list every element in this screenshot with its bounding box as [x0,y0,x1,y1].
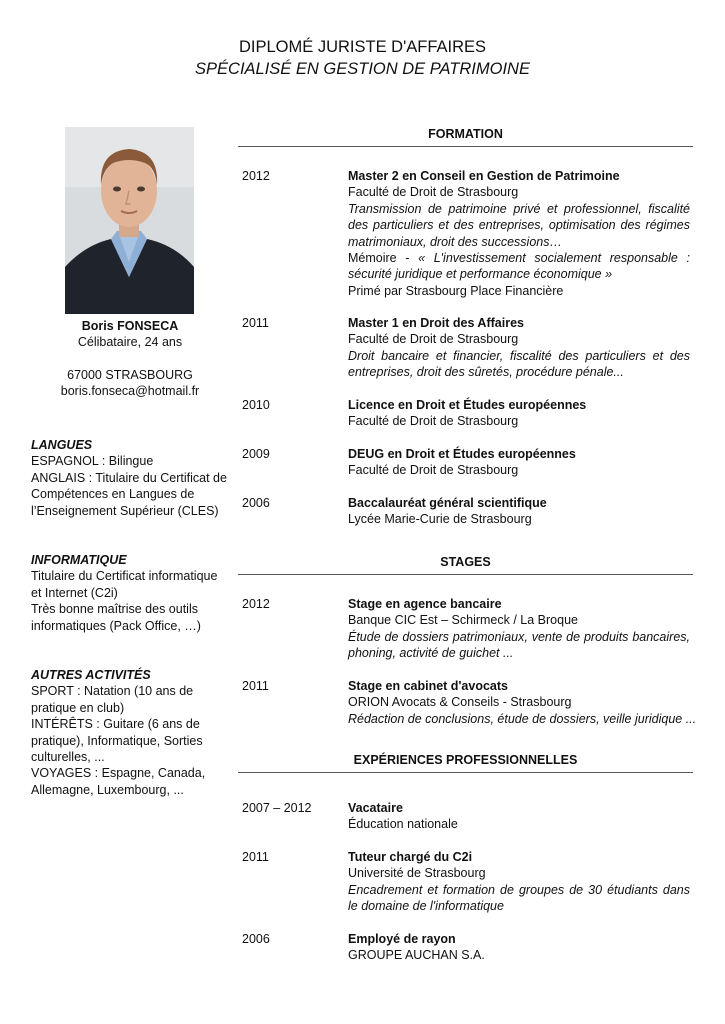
entry-memoire [348,250,690,283]
person-status: Célibataire, 24 ans [77,335,183,350]
section-experiences-title: EXPÉRIENCES PROFESSIONNELLES [238,752,693,773]
entry-place: Banque CIC Est – Schirmeck / La Broque [348,613,578,628]
autres-title: AUTRES ACTIVITÉS [31,668,151,682]
entry-year: 2009 [242,447,270,461]
entry-title: Tuteur chargé du C2i [348,850,473,864]
person-address: 67000 STRASBOURG [67,367,193,382]
memoire-title: « L'investissement socialement responsable : sécurité juridique et performance économique » [348,251,690,282]
person-name: Boris FONSECA [81,319,179,333]
entry-place: Université de Strasbourg [348,866,486,881]
sidebar-informatique [31,552,231,634]
entry-prize: Primé par Strasbourg Place Financière [348,283,564,298]
informatique-title: INFORMATIQUE [31,553,127,567]
entry-school: Faculté de Droit de Strasbourg [348,185,519,200]
entry-year: 2012 [242,597,270,611]
entry-description: Transmission de patrimoine privé et professionnel, fiscalité des particuliers et des entreprises, optimisation des régimes matrimoniaux, droit des successions… [348,201,690,249]
entry-place: ORION Avocats & Conseils - Strasbourg [348,695,572,710]
entry-year: 2010 [242,398,270,412]
experience-entry [242,931,690,964]
entry-title: DEUG en Droit et Études européennes [348,447,576,461]
entry-year: 2011 [242,316,269,330]
entry-place: Éducation nationale [348,817,458,832]
entry-school: Faculté de Droit de Strasbourg [348,414,519,429]
entry-title: Licence en Droit et Études européennes [348,398,587,412]
experience-entry [242,800,690,833]
informatique-line: Très bonne maîtrise des outils informatiques (Pack Office, …) [31,602,201,633]
autres-line: SPORT : Natation (10 ans de pratique en club) [31,684,194,715]
langues-line: ESPAGNOL : Bilingue [31,454,154,469]
entry-school: Faculté de Droit de Strasbourg [348,463,519,478]
cv-title: DIPLOMÉ JURISTE D'AFFAIRES [238,38,487,56]
entry-description: Droit bancaire et financier, fiscalité des particuliers et des entreprises, droit des sûretés, procédure pénale... [348,348,690,380]
autres-line: INTÉRÊTS : Guitare (6 ans de pratique), Informatique, Sorties culturelles, ... [31,717,203,765]
informatique-line: Titulaire du Certificat informatique et Internet (C2i) [31,569,218,600]
portrait-illustration [65,127,194,314]
memoire-label: Mémoire - [348,251,419,266]
entry-title: Stage en cabinet d'avocats [348,679,508,693]
section-stages-title: STAGES [238,554,693,575]
langues-line: ANGLAIS : Titulaire du Certificat de Compétences en Langues de l’Enseignement Supérieur (CLES) [31,470,227,518]
stage-entry [242,596,690,662]
entry-title: Master 2 en Conseil en Gestion de Patrimoine [348,169,620,183]
entry-year: 2006 [242,496,270,510]
entry-description: Encadrement et formation de groupes de 30 étudiants dans le domaine de l'informatique [348,882,690,914]
profile-photo [65,127,194,314]
autres-line: VOYAGES : Espagne, Canada, Allemagne, Luxembourg, ... [31,766,206,797]
section-formation-title: FORMATION [238,126,693,147]
entry-title: Master 1 en Droit des Affaires [348,316,524,330]
identity-block [30,318,230,400]
entry-year: 2011 [242,850,269,864]
langues-title: LANGUES [31,438,93,452]
sidebar-langues [31,437,231,519]
entry-year: 2011 [242,679,269,693]
stage-entry [242,678,697,727]
entry-title: Stage en agence bancaire [348,597,502,611]
entry-title: Vacataire [348,801,403,815]
person-email[interactable]: boris.fonseca@hotmail.fr [60,384,200,399]
entry-school: Lycée Marie-Curie de Strasbourg [348,512,532,527]
formation-entry [242,315,690,381]
formation-entry [242,446,690,479]
experience-entry [242,849,690,915]
entry-description: Étude de dossiers patrimoniaux, vente de produits bancaires, phoning, activité de guichet ... [348,629,690,661]
formation-entry [242,495,690,528]
entry-year: 2012 [242,169,270,183]
formation-entry [242,168,690,299]
formation-entry [242,397,690,430]
entry-year: 2007 – 2012 [242,801,312,815]
entry-title: Baccalauréat général scientifique [348,496,547,510]
entry-year: 2006 [242,932,270,946]
entry-place: GROUPE AUCHAN S.A. [348,948,485,963]
cv-subtitle: SPÉCIALISÉ EN GESTION DE PATRIMOINE [195,60,530,78]
entry-school: Faculté de Droit de Strasbourg [348,332,519,347]
sidebar-autres-activites [31,667,231,798]
entry-description: Rédaction de conclusions, étude de dossiers, veille juridique ... [348,711,697,726]
entry-title: Employé de rayon [348,932,456,946]
cv-header [0,36,725,80]
